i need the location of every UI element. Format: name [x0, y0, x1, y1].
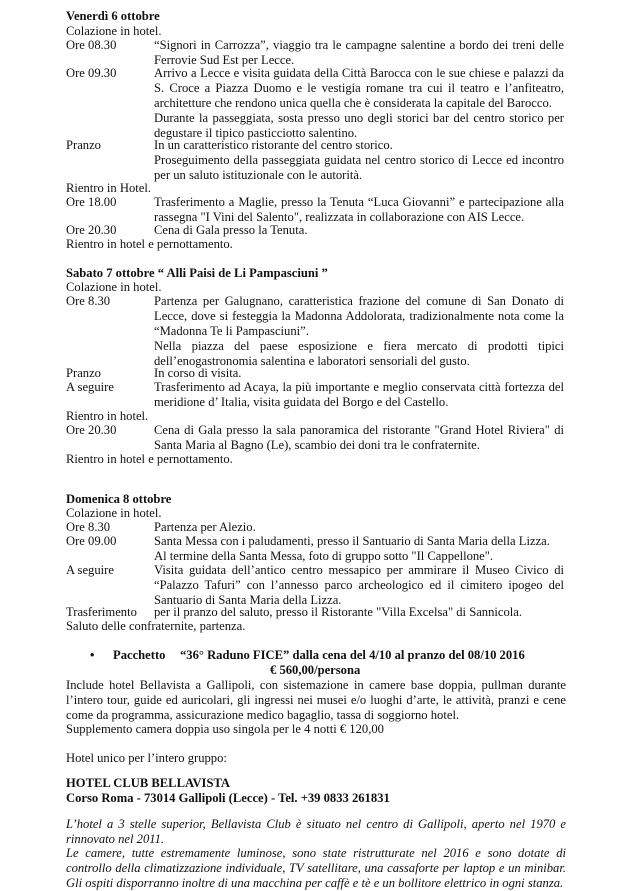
entry-text-2: Nella piazza del paese esposizione e fiera mercato di prodotti tipici dell’enogastronomia salentina e laboratori sensoriali del gusto. [154, 339, 564, 368]
entry-text: Cena di Gala presso la sala panoramica del ristorante "Grand Hotel Riviera" di Santa Maria al Bagno (Le), scambio dei doni tra le confraternite. [154, 423, 564, 452]
bullet-icon: • [90, 648, 95, 662]
entry-time: Ore 18.00 [66, 195, 117, 209]
entry-text: Visita guidata dell’antico centro messapico per ammirare il Museo Civico di “Palazzo Tafuri” con l’annesso parco archeologico ed il cimitero ipogeo del Santuario di Santa Maria della Lizza. [154, 563, 564, 607]
entry-time: Ore 8.30 [66, 294, 111, 308]
hotel-description-1: L’hotel a 3 stelle superior, Bellavista Club è situato nel centro di Gallipoli, aperto nel 1970 e rinnovato nel 2011. [66, 817, 566, 846]
entry-time: Ore 20.30 [66, 223, 117, 237]
entry-text: “Signori in Carrozza”, viaggio tra le campagne salentine a bordo dei treni delle Ferrovie Sud Est per Lecce. [154, 38, 564, 67]
entry-time: Pranzo [66, 138, 101, 152]
hotel-address: Corso Roma - 73014 Gallipoli (Lecce) - Tel. +39 0833 261831 [66, 791, 390, 805]
package-includes: Include hotel Bellavista a Gallipoli, con sistemazione in camere base doppia, pullman durante l’intero tour, guide ed auricolari, gli ingressi nei musei e/o luoghi d’arte, le attività, pranzi e cene come da programma, assicurazione medico bagaglio, tassa di soggiorno hotel. [66, 678, 566, 722]
entry-time: Ore 09.00 [66, 534, 117, 548]
entry-time: A seguire [66, 380, 114, 394]
entry-text: Cena di Gala presso la Tenuta. [154, 223, 308, 237]
saturday-closing: Rientro in hotel e pernottamento. [66, 452, 233, 466]
sunday-breakfast: Colazione in hotel. [66, 506, 162, 520]
entry-time: Ore 8.30 [66, 520, 111, 534]
friday-closing: Rientro in hotel e pernottamento. [66, 237, 233, 251]
saturday-back: Rientro in hotel. [66, 409, 149, 423]
package-price: € 560,00/persona [270, 663, 361, 677]
friday-heading: Venerdì 6 ottobre [66, 9, 160, 23]
entry-text: per il pranzo del saluto, presso il Ristorante "Villa Excelsa" di Sannicola. [154, 605, 523, 619]
entry-text: In corso di visita. [154, 366, 242, 380]
entry-text: Partenza per Galugnano, caratteristica frazione del comune di San Donato di Lecce, dove si festeggia la Madonna Addolorata, tradizionalmente nota come la “Madonna Te li Pampasciuni”. [154, 294, 564, 338]
entry-text: Partenza per Alezio. [154, 520, 256, 534]
hotel-name: HOTEL CLUB BELLAVISTA [66, 776, 231, 790]
entry-time: Ore 08.30 [66, 38, 117, 52]
entry-text: Trasferimento ad Acaya, la più importante e meglio conservata città fortezza del meridione d’ Italia, visita guidata del Borgo e del Castello. [154, 380, 564, 409]
entry-time: Trasferimento [66, 605, 137, 619]
entry-time: Ore 09.30 [66, 66, 117, 80]
entry-time: Ore 20.30 [66, 423, 117, 437]
entry-text: Arrivo a Lecce e visita guidata della Città Barocca con le sue chiese e palazzi da S. Croce a Piazza Duomo e le vestigia romane tra cui il teatro e l’anfiteatro, architetture che rendono unica quella che è considerata la capitale del Barocco. [154, 66, 564, 110]
entry-text: In un caratteristico ristorante del centro storico. [154, 138, 393, 152]
entry-text-2: Al termine della Santa Messa, foto di gruppo sotto "Il Cappellone". [154, 549, 494, 563]
entry-text-2: Proseguimento della passeggiata guidata nel centro storico di Lecce ed incontro per un saluto istituzionale con le autorità. [154, 153, 564, 182]
entry-time: Pranzo [66, 366, 101, 380]
entry-text: Santa Messa con i paludamenti, presso il Santuario di Santa Maria della Lizza. [154, 534, 550, 548]
hotel-description-2: Le camere, tutte estremamente luminose, sono state ristrutturate nel 2016 e sono dotate di controllo della climatizzazione individuale, TV satellitare, una cassaforte per laptop e un minibar. Gli ospiti disporranno inoltre di una macchina per caffè e tè e un bollitore elettrico in ogni stanza. [66, 846, 566, 890]
sunday-heading: Domenica 8 ottobre [66, 492, 172, 506]
package-title: “36° Raduno FICE” dalla cena del 4/10 al pranzo del 08/10 2016 [180, 648, 525, 662]
entry-time: A seguire [66, 563, 114, 577]
friday-back: Rientro in Hotel. [66, 181, 151, 195]
entry-text-2: Durante la passeggiata, sosta presso uno degli storici bar del centro storico per degustare il tipico pasticciotto salentino. [154, 111, 564, 140]
saturday-heading: Sabato 7 ottobre “ Alli Paisi de Li Pampasciuni ” [66, 266, 328, 280]
hotel-intro: Hotel unico per l’intero gruppo: [66, 751, 227, 765]
friday-breakfast: Colazione in hotel. [66, 24, 162, 38]
saturday-breakfast: Colazione in hotel. [66, 280, 162, 294]
sunday-closing: Saluto delle confraternite, partenza. [66, 619, 246, 633]
entry-text: Trasferimento a Maglie, presso la Tenuta “Luca Giovanni” e partecipazione alla rassegna "I Vini del Salento", realizzata in collaborazione con AIS Lecce. [154, 195, 564, 224]
package-label: Pacchetto [113, 648, 166, 662]
package-supplement: Supplemento camera doppia uso singola per le 4 notti € 120,00 [66, 722, 384, 736]
